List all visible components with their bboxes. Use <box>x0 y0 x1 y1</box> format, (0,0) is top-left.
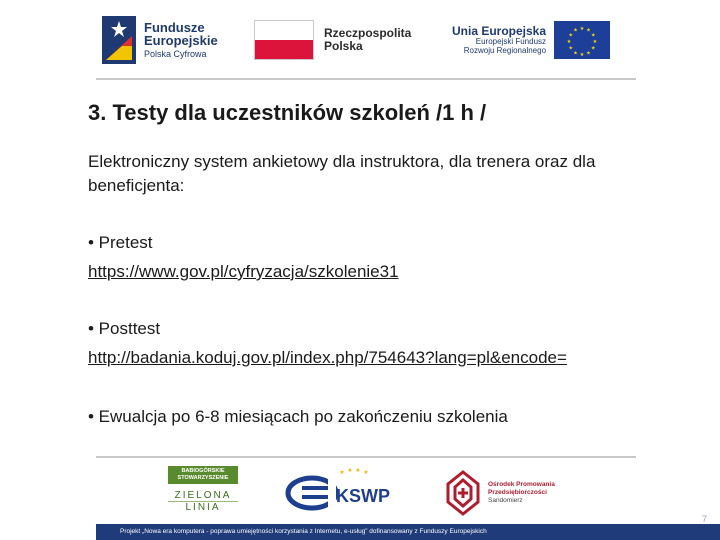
ue-line-2: Europejski Fundusz <box>475 36 547 46</box>
rp-line-1: Rzeczpospolita <box>324 25 412 40</box>
kswp-text: KSWP <box>336 486 390 506</box>
kswp-logo <box>282 462 406 524</box>
opp-line-3: Sandomierz <box>488 497 523 504</box>
svg-text:★: ★ <box>355 467 361 474</box>
bullet-label: • Posttest <box>88 319 161 338</box>
zl-bottom-text: LINIA <box>168 501 238 513</box>
zl-mid-text: ZIELONA <box>174 490 232 501</box>
footer-bar: Projekt „Nowa era komputera - poprawa umiejętności korzystania z Internetu, e-usług” dofinansowany z Funduszy Europejskich <box>96 524 720 540</box>
posttest-link[interactable]: http://badania.koduj.gov.pl/index.php/754643?lang=pl&encode= <box>88 348 567 367</box>
zl-top-line-1: BABIOGÓRSKIE <box>181 468 225 474</box>
svg-text:★: ★ <box>347 467 353 474</box>
svg-text:★: ★ <box>573 50 578 57</box>
fundusze-europejskie-icon <box>102 16 136 64</box>
page-number: 7 <box>702 514 708 524</box>
svg-text:★: ★ <box>592 39 598 45</box>
polish-flag-icon <box>254 20 314 60</box>
bullet-posttest <box>88 314 567 372</box>
top-logo-band <box>96 8 636 72</box>
svg-text:★: ★ <box>573 27 578 34</box>
rp-line-2: Polska <box>324 39 363 53</box>
fundusze-line-3: Polska Cyfrowa <box>144 48 207 59</box>
zl-top-line-2: STOWARZYSZENIE <box>177 475 229 481</box>
fundusze-line-2: Europejskie <box>144 33 218 49</box>
svg-text:★: ★ <box>568 45 573 52</box>
unia-europejska-logo <box>452 8 610 72</box>
fundusze-line-1: Fundusze <box>144 19 205 35</box>
ue-line-1: Unia Europejska <box>452 23 547 38</box>
svg-text:★: ★ <box>586 50 591 57</box>
svg-text:★: ★ <box>579 26 585 32</box>
bullet-label: • Ewualcja po 6-8 miesiącach po zakończeniu szkolenia <box>88 407 508 426</box>
svg-text:★: ★ <box>579 52 585 58</box>
bullet-evaluation <box>88 402 508 431</box>
bottom-divider <box>96 456 636 458</box>
osrodek-promowania-logo <box>444 462 584 524</box>
svg-text:★: ★ <box>363 469 369 476</box>
svg-text:★: ★ <box>586 27 591 34</box>
eu-flag-icon <box>554 21 610 59</box>
opp-line-1: Ośrodek Promowania <box>488 481 555 488</box>
pretest-link[interactable]: https://www.gov.pl/cyfryzacja/szkolenie31 <box>88 262 399 281</box>
svg-text:★: ★ <box>566 39 572 45</box>
svg-text:★: ★ <box>568 32 573 39</box>
svg-text:★: ★ <box>591 32 596 39</box>
bottom-logo-band <box>96 462 636 524</box>
bullet-label: • Pretest <box>88 233 153 252</box>
svg-text:★: ★ <box>591 45 596 52</box>
bullet-pretest <box>88 228 399 286</box>
opp-emblem-icon <box>444 468 482 518</box>
svg-text:★: ★ <box>339 469 345 476</box>
intro-text: Elektroniczny system ankietowy dla instruktora, dla trenera oraz dla beneficjenta: <box>88 152 596 195</box>
zielona-linia-logo <box>168 462 238 524</box>
rzeczpospolita-polska-logo <box>254 8 411 72</box>
top-divider <box>96 78 636 80</box>
fundusze-europejskie-logo <box>102 8 218 72</box>
opp-line-2: Przedsiębiorczości <box>488 489 547 496</box>
slide-title: 3. Testy dla uczestników szkoleń /1 h / <box>88 100 487 125</box>
ue-line-3: Rozwoju Regionalnego <box>463 45 547 55</box>
